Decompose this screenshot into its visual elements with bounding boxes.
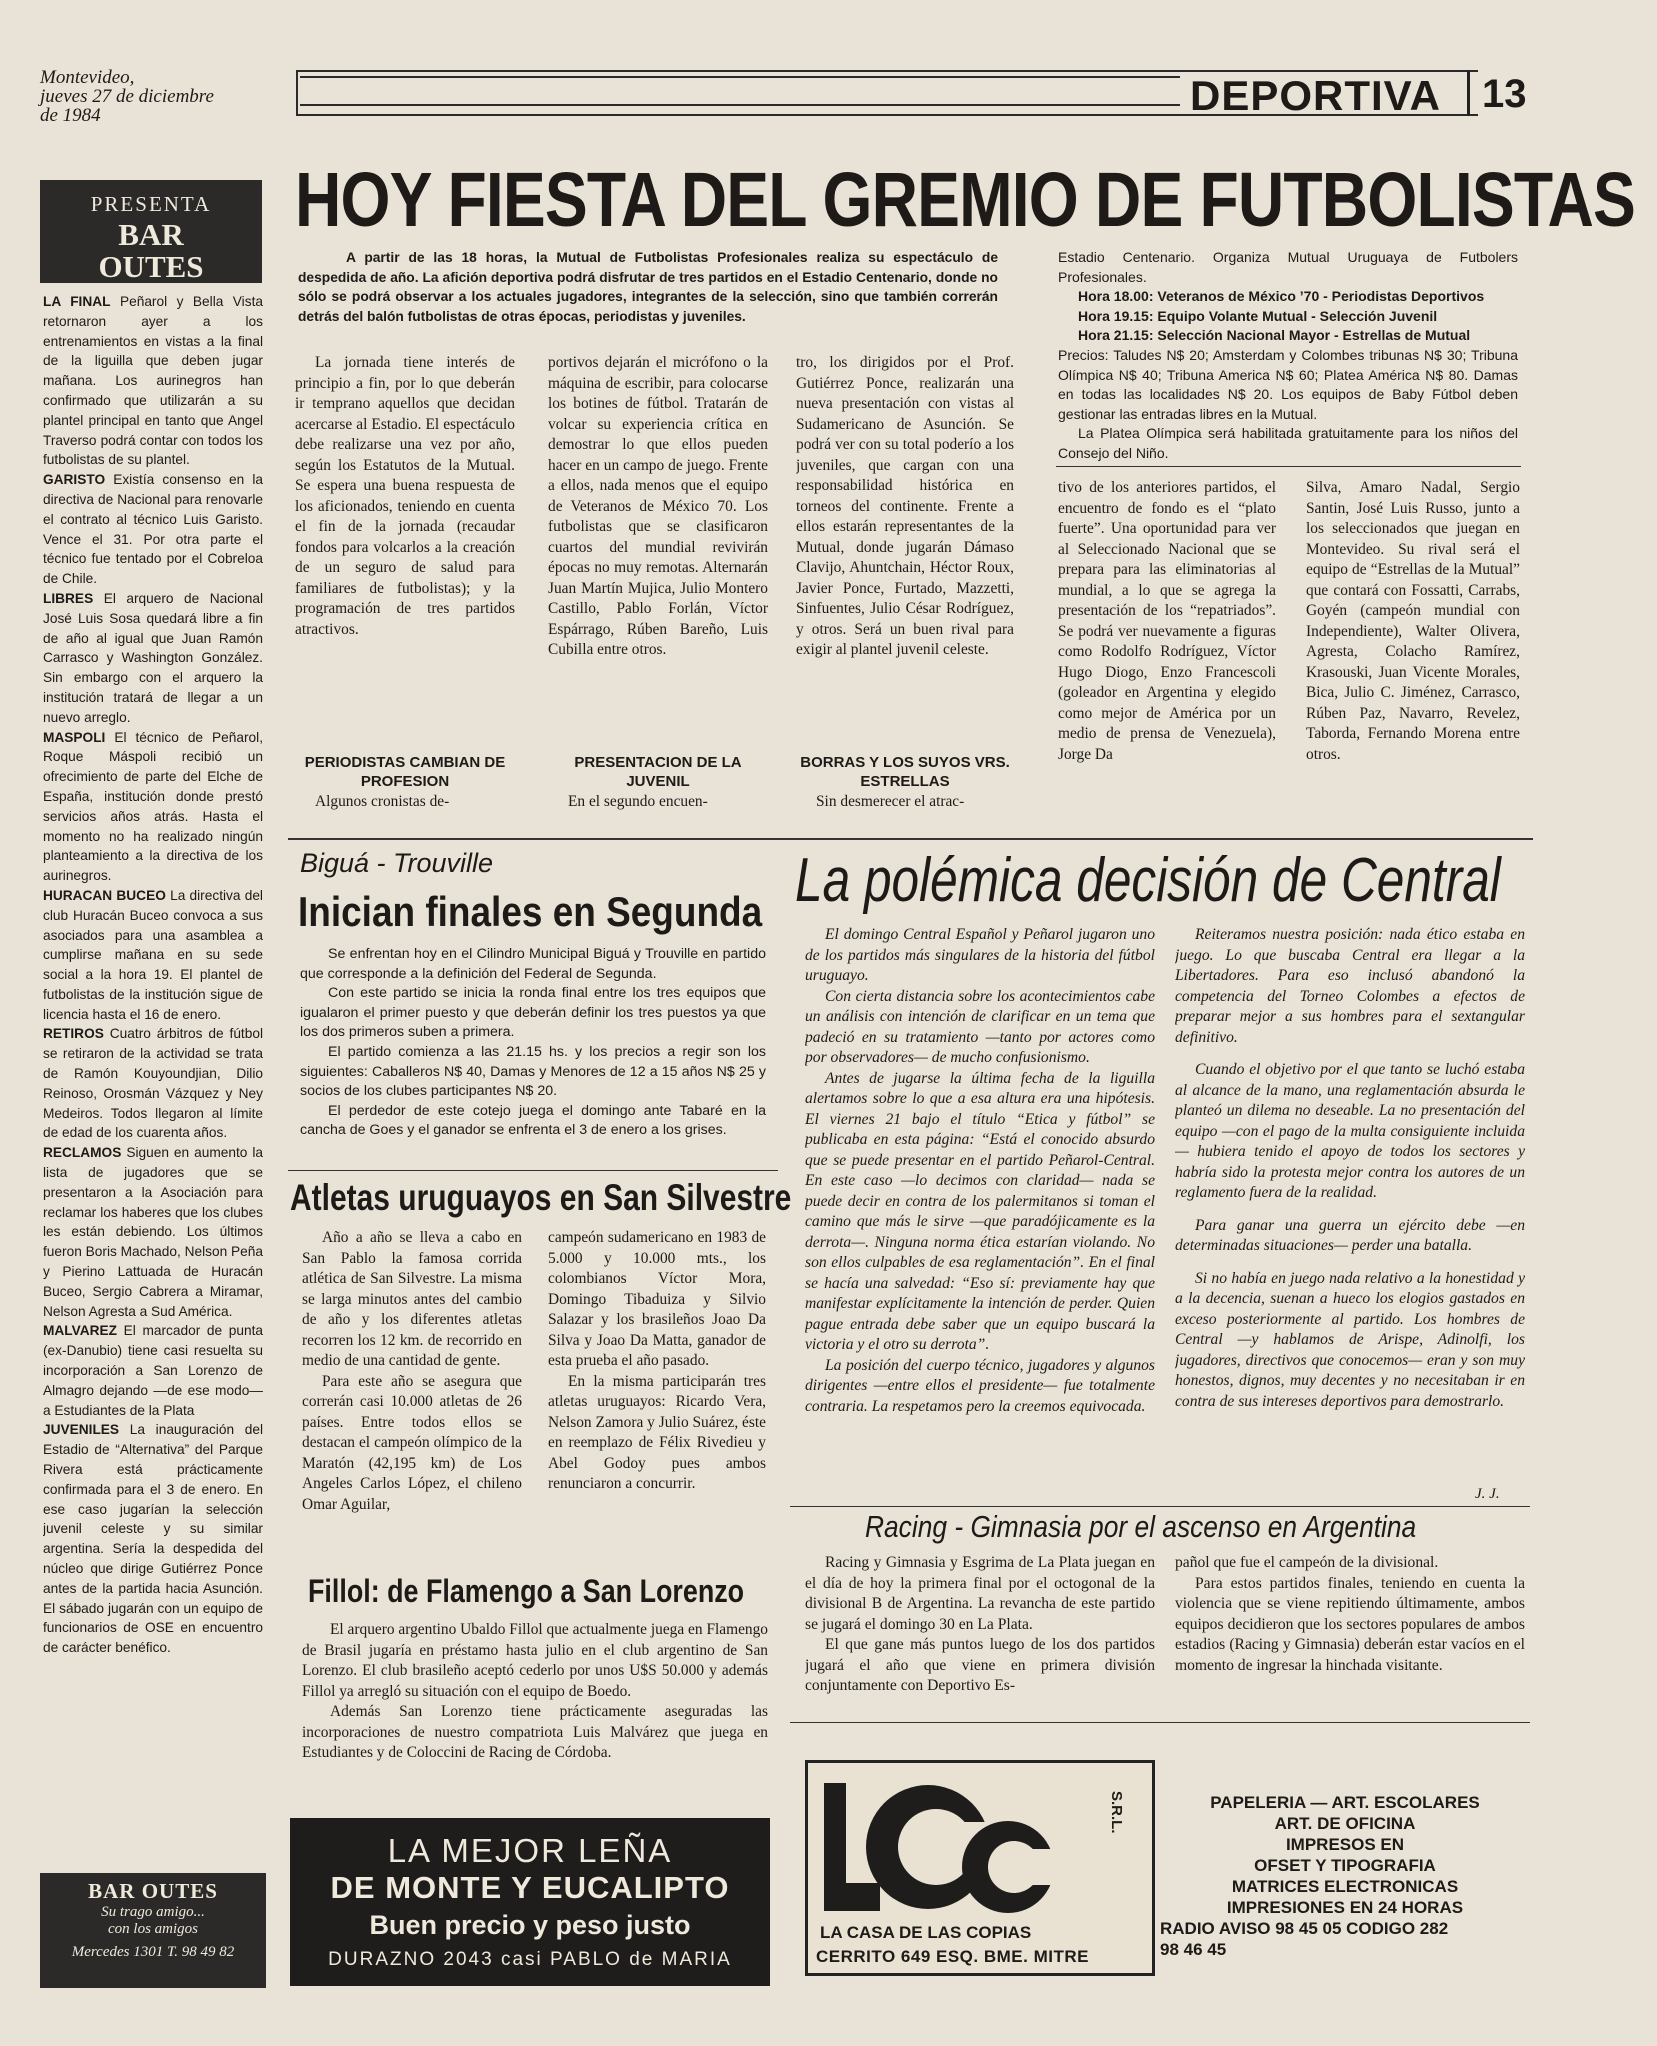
sidebar-brief-keyword: LIBRES (43, 590, 94, 606)
ad-lcc (805, 1760, 1155, 1976)
info-schedule-2: Hora 19.15: Equipo Volante Mutual - Selección Juvenil (1078, 307, 1438, 324)
papeleria-line: PAPELERIA — ART. ESCOLARES (1210, 1793, 1480, 1812)
footer-address: Mercedes 1301 T. 98 49 82 (71, 1944, 235, 1960)
sidebar-brief-keyword: GARISTO (43, 472, 106, 488)
fillol-headline: Fillol: de Flamengo a San Lorenzo (308, 1573, 745, 1609)
sidebar-brief-text: El marcador de punta (ex-Danubio) tiene casi resuelta su incorporación a San Lorenzo de Almagro dejando —de ese modo— a Estudiantes de la Plata (43, 1323, 263, 1418)
info-schedule-3: Hora 21.15: Selección Nacional Mayor - Estrellas de Mutual (1078, 327, 1471, 344)
main-col-5: Silva, Amaro Nadal, Sergio Santin, José Luis Russo, junto a los seleccionados que juegan en Montevideo. Su rival será el equipo de “Estrellas de la Mutual” que contará con Fossatti, Carrabs, Goyén (campeón mundial con Independiente), Walter Olivera, Agresta, Colacho Ramírez, Krasouski, Juan Vicente Morales, Bica, Julio C. Jiménez, Carrasco, Rúben Paz, Navarro, Revelez, Taborda, Fernando Morena entre otros. (1306, 479, 1520, 763)
sidebar-brief-keyword: RECLAMOS (43, 1145, 122, 1161)
main-sub-2: PRESENTACION DE LA JUVENIL (574, 754, 742, 790)
sidebar-briefs (43, 292, 263, 1867)
sidebar-brief (43, 1143, 263, 1321)
dateline: Montevideo, jueves 27 de diciembre de 1984 (40, 67, 214, 126)
atletas-col-1: Año a año se lleva a cabo en San Pablo la famosa corrida atlética de San Silvestre. La misma se larga minutos antes del cambio de año y los diferentes atletas recorren los 12 km. de recorrido en medio de una cantidad de gente. Para este año se asegura que correrán casi 10.000 atletas de 26 países. Entre todos ellos se destacan el campeón olímpico de la Maratón (42,195 km) de Los Angeles Carlos López, el chileno Omar Aguilar, (302, 1229, 522, 1513)
info-box (1058, 248, 1518, 464)
bigua-headline: Inician finales en Segunda (298, 888, 763, 935)
sidebar-brief-keyword: JUVENILES (43, 1422, 120, 1438)
footer-line2: con los amigos (108, 1921, 198, 1937)
sidebar-brief (43, 728, 263, 886)
sidebar-header (40, 180, 262, 283)
main-sub-3: BORRAS Y LOS SUYOS VRS. ESTRELLAS (800, 754, 1010, 790)
sidebar-brief-keyword: MALVAREZ (43, 1323, 118, 1339)
page-number: 13 (1482, 72, 1527, 116)
racing-col-2: pañol que fue el campeón de la divisional. Para estos partidos finales, teniendo en cuenta la violencia que se viene repitiendo últimamente, ambos equipos decidieron que los sectores populares de ambos estadios (Racing y Gimnasia) deberán estar vacíos en el momento de ingresar la hinchada visitante. (1175, 1554, 1525, 1674)
sidebar-brief-text: Siguen en aumento la lista de jugadores que se presentaron a la Asociación para reclamar los haberes que los clubes les están debiendo. Los últimos fueron Boris Machado, Nelson Peña y Pierino Lattuada de Huracán Buceo, Sergio Cabrera a Miramar, Nelson Agresta a Sud América. (43, 1145, 263, 1319)
atletas-headline: Atletas uruguayos en San Silvestre (290, 1177, 792, 1218)
racing-col-1: Racing y Gimnasia y Esgrima de La Plata juegan en el día de hoy la primera final por el octogonal de la divisional B de Argentina. La revancha de este partido se jugará el domingo 30 en La Plata. El que gane más puntos luego de los dos partidos jugará el año que viene en primera división conjuntamente con Deportivo Es- (805, 1554, 1155, 1694)
main-col-4: tivo de los anteriores partidos, el encuentro de fondo es el “plato fuerte”. Una oportunidad para ver al Seleccionado Nacional que se prepara para las eliminatorias al mundial, a lo que se agrega la presentación de los “repatriados”. Se podrá ver nuevamente a figuras como Rodolfo Rodríguez, Víctor Hugo Diogo, Enzo Francescoli (goleador en Argentina y elegido como mejor de América por un medio de prensa de Venezuela), Jorge Da (1058, 479, 1276, 763)
sidebar-brief-text: Cuatro árbitros de fútbol se retiraron de la actividad se trata de Ramón Kouyoundjian, Dilio Reinoso, Orosmán Vázquez y Ney Medeiros. Todos llegaron al límite de edad de los cuarenta años. (43, 1026, 263, 1141)
atletas-col-2: campeón sudamericano en 1983 de 5.000 y 10.000 mts., los colombianos Víctor Mora, Domingo Tibaduiza y Silvio Salazar y los brasileños Joao Da Silva y Joao Da Matta, ganador de esta prueba el año pasado. En la misma participarán tres atletas uruguayos: Ricardo Vera, Nelson Zamora y Julio Suárez, éste en reemplazo de Félix Rivedieu y Abel Godoy pues ambos renunciaron a concurrir. (548, 1229, 766, 1492)
main-lead: A partir de las 18 horas, la Mutual de Futbolistas Profesionales realiza su espectáculo de despedida de año. La afición deportiva podrá disfrutar de tres partidos en el Estadio Centenario, donde no sólo se podrá observar a los actuales jugadores, integrantes de la selección, sino que también correrán detrás del balón futbolistas de otras épocas, periodistas y juveniles. (298, 250, 998, 324)
bigua-bottom-rule (288, 1170, 778, 1171)
main-col-2: portivos dejarán el micrófono o la máquina de escribir, para colocarse los botines de fútbol. Tratarán de volcar su experiencia crítica en demostrar lo que ellos pueden hacer en un campo de juego. Frente a ellos, nada menos que el equipo de Veteranos de México 70. Los futbolistas que se clasificaron cuartos del mundial revivirán épocas no muy remotas. Alternarán Juan Martín Mujica, Julio Montero Castillo, Pablo Forlán, Víctor Espárrago, Rúben Bareño, Luis Cubilla entre otros. (548, 354, 768, 658)
central-col-1: El domingo Central Español y Peñarol jugaron uno de los partidos más singulares de la historia del fútbol uruguayo. Con cierta distancia sobre los acontecimientos cabe un análisis con intención de clarificar en un tema que padeció en su tratamiento —tanto por actores como por observadores— de mucho confusionismo. Antes de jugarse la última fecha de la liguilla alertamos sobre lo que a esa altura era una hipótesis. El viernes 21 bajo el título “Etica y fútbol” se publicaba en esta página: “Está el conocido absurdo que se puede presentar en el partido Peñarol-Central. En este caso —lo decimos con claridad— nada se puede decir en contra de los palermitanos si toman el camino que más le sirve —que paradójicamente es la derrota—. Ninguna norma ética estarían violando. No son ellos culpables de esa reglamentación”. En el final se hacía una salvedad: “Eso sí: previamente hay que manifestar explícitamente la intención de perder. Quien pague entrada debe saber que un equipo buscará la victoria y el otro su derrota”. La posición del cuerpo técnico, jugadores y algunos dirigentes —entre ellos el presidente— fue totalmente contraria. La respetamos pero la creemos equivocada. (805, 926, 1155, 1415)
lcc-logo-graphic (818, 1777, 1068, 1917)
info-schedule-1: Hora 18.00: Veteranos de México ’70 - Periodistas Deportivos (1078, 288, 1485, 305)
central-col-2: Reiteramos nuestra posición: nada ético estaba en juego. Lo que buscaba Central era llegar a la Libertadores. Para eso inclusó abandonó la competencia del Torneo Colombes a efectos de preparar mejor a sus hombres para el sextangular definitivo. Cuando el objetivo por el que tanto se luchó estaba al alcance de la mano, una reglamentación absurda le planteó un dilema no deseable. La no presentación del equipo —con el pago de la multa consiguiente incluida— hubiera tenido el apoyo de todos los sectores y habría sido la protesta mejor contra los autores de un reglamento fuera de la realidad. Para ganar una guerra un ejército debe —en determinadas situaciones— perder una batalla. Si no había en juego nada relativo a la honestidad y a la decencia, suenan a hueco los elogios gastados en exceso posteriormente al partido. Los hombres de Central —y hablamos de Arispe, Adinolfi, los jugadores, directivos que conocemos— eran y son muy honestos, dignos, muy decentes y no necesitaban ir en contra de sus intereses deportivos para demostrarlo. (1175, 926, 1525, 1410)
central-headline: La polémica decisión de Central (795, 846, 1501, 915)
main-col-1: La jornada tiene interés de principio a fin, por lo que deberán ir temprano aquellos que decidan acercarse al Estadio. El espectáculo debe realizarse una vez por año, según los Estatutos de la Mutual. Se espera una buena respuesta de los aficionados, teniendo en cuenta el fin de la jornada (recaudar fondos para volcarlos a la creación de un seguro de salud para familiares de futbolistas); y la programación de tres partidos atractivos. (295, 354, 515, 638)
info-intro: Estadio Centenario. Organiza Mutual Uruguaya de Futbolers Profesionales. (1058, 249, 1518, 285)
main-story-bottom-rule (288, 838, 1533, 840)
papeleria-line: RADIO AVISO 98 45 05 CODIGO 282 (1160, 1919, 1449, 1938)
papeleria-line: IMPRESOS EN (1285, 1835, 1405, 1854)
main-col-3: tro, los dirigidos por el Prof. Gutiérrez Ponce, realizarán una nueva presentación con vistas al Sudamericano de Asunción. Se podrá ver con su total poderío a los juveniles, que cargan con una responsabilidad histórica en torneos del continente. Frente a ellos estarán representantes de la Mutual, donde jugarán Dámaso Clavijo, Ahuntchain, Héctor Roux, Javier Ponce, Furtado, Mazzetti, Sinfuentes, Julio César Rodríguez, y otros. Será un buen rival para exigir al plantel juvenil celeste. (796, 354, 1014, 658)
papeleria-line: 98 46 45 (1160, 1940, 1227, 1959)
sidebar-brief-text: La inauguración del Estadio de “Alternativa” del Parque Rivera está prácticamente confirmada para el 3 de enero. En ese caso jugarían la selección juvenil celeste y su similar argentina. Sería la despedida del núcleo que dirige Gutiérrez Ponce antes de la partida hacia Asunción. El sábado jugarán con un equipo de funcionarios de OSE en encuentro de carácter benéfico. (43, 1422, 263, 1656)
footer-brand: BAR OUTES (88, 1879, 218, 1903)
fillol-body: El arquero argentino Ubaldo Fillol que actualmente juega en Flamengo de Brasil jugaría en préstamo hasta julio en el club argentino de San Lorenzo. El club brasileño aceptó cederlo por unos U$S 50.000 y además Fillol ya arregló su situación con el equipo de Boedo. Además San Lorenzo tiene prácticamente aseguradas las incorporaciones de nuestro compatriota Luis Malvárez que juega en Estudiantes y de Coloccini de Racing de Córdoba. (302, 1621, 768, 1761)
lcc-srl: S.R.L. (1108, 1791, 1125, 1834)
central-signature: J. J. (1475, 1486, 1500, 1502)
sidebar-footer-ad (40, 1873, 266, 1988)
sidebar-header-presenta: PRESENTA (90, 192, 212, 216)
masthead-divider (1467, 70, 1470, 116)
sidebar-brief-text: El arquero de Nacional José Luis Sosa quedará libre a fin de año al igual que Juan Ramón Carrasco y Washington González. Sin embargo con el arquero la institución tratará de llegar a un nuevo arreglo. (43, 590, 263, 725)
sidebar-brief-keyword: LA FINAL (43, 294, 111, 309)
sidebar-brief-text: La directiva del club Huracán Buceo convoca a sus asociados para una asamblea a cumplirse mañana en su sede social a la hora 19. El plantel de futbolistas de la institución sigue de licencia hasta el 16 de enero. (43, 887, 263, 1022)
sidebar-header-brand: BAR OUTES (98, 217, 204, 284)
racing-headline: Racing - Gimnasia por el ascenso en Argentina (865, 1509, 1417, 1544)
main-col-2-tail: En el segundo encuen- (568, 793, 708, 810)
lcc-tagline: LA CASA DE LAS COPIAS (820, 1923, 1032, 1942)
main-col-3-tail: Sin desmerecer el atrac- (816, 793, 965, 810)
section-name: DEPORTIVA (1190, 72, 1441, 119)
main-col-1-tail: Algunos cronistas de- (315, 793, 450, 810)
main-headline: HOY FIESTA DEL GREMIO DE FUTBOLISTAS (295, 157, 1636, 243)
bigua-body: Se enfrentan hoy en el Cilindro Municipal Biguá y Trouville en partido que corresponde a la definición del Federal de Segunda. Con este partido se inicia la ronda final entre los tres equipos que igualaron el primer puesto y que deberán definir los tres puestos ya que los dos primeros suben a primera. El partido comienza a las 21.15 hs. y los precios a regir son los siguientes: Caballeros N$ 40, Damas y Menores de 12 a 15 años N$ 25 y socios de los clubes participantes N$ 20. El perdedor de este cotejo juega el domingo ante Tabaré en la cancha de Goes y el ganador se enfrenta el 3 de enero a los grises. (300, 946, 766, 1139)
info-prices: Precios: Taludes N$ 20; Amsterdam y Colombes tribunas N$ 30; Tribuna Olímpica N$ 40; Tribuna America N$ 60; Platea América N$ 80. Damas en todas las localidades N$ 20. Los equipos de Baby Fútbol deben gestionar las entradas libres en la Mutual. (1058, 346, 1518, 422)
info-note: La Platea Olímpica será habilitada gratuitamente para los niños del Consejo del Niño. (1058, 425, 1518, 461)
bigua-kicker: Biguá - Trouville (300, 848, 494, 878)
ad-lena-line1: LA MEJOR LEÑA (387, 1832, 673, 1869)
racing-bottom-rule (790, 1722, 1530, 1723)
lcc-address: CERRITO 649 ESQ. BME. MITRE (816, 1947, 1089, 1966)
main-sub-1: PERIODISTAS CAMBIAN DE PROFESION (304, 754, 506, 790)
papeleria-line: ART. DE OFICINA (1274, 1814, 1416, 1833)
sidebar-brief-text: El técnico de Peñarol, Roque Máspoli recibió un ofrecimiento de parte del Elche de España, institución donde prestó servicios años atrás. Hasta el momento no ha realizado ningún planteamiento a la directiva de los aurinegros. (43, 729, 263, 884)
papeleria-line: MATRICES ELECTRONICAS (1231, 1877, 1459, 1896)
sidebar-brief (43, 470, 263, 589)
sidebar-brief-text: Peñarol y Bella Vista retornaron ayer a los entrenamientos en vistas a la final de la liguilla que deben jugar mañana. Los aurinegros han confirmado que utilizarán a su plantel principal en tanto que Angel Traverso podrá contar con todos los futbolistas de su plantel. (43, 294, 263, 468)
sidebar-brief (43, 589, 263, 728)
sidebar-brief (43, 1024, 263, 1143)
sidebar-brief-keyword: RETIROS (43, 1026, 104, 1042)
sidebar-brief-keyword: MASPOLI (43, 729, 106, 745)
sidebar-brief-text: Existía consenso en la directiva de Nacional para renovarle el contrato al técnico Luis Garisto. Vence el 31. Por otra parte el técnico fue tentado por el Cobreloa de Chile. (43, 472, 263, 587)
ad-lena-line2: DE MONTE Y EUCALIPTO (330, 1870, 730, 1905)
sidebar-brief (43, 886, 263, 1025)
footer-line1: Su trago amigo... (101, 1904, 205, 1920)
sidebar-brief (43, 292, 263, 470)
ad-lena-line4: DURAZNO 2043 casi PABLO de MARIA (328, 1949, 732, 1970)
ad-lena (290, 1818, 770, 1986)
lcc-logo (818, 1777, 1068, 1917)
sidebar-brief (43, 1420, 263, 1658)
sidebar-brief-keyword: HURACAN BUCEO (43, 887, 166, 903)
info-box-rule (1056, 466, 1521, 467)
ad-lena-line3: Buen precio y peso justo (369, 1910, 691, 1940)
papeleria-line: OFSET Y TIPOGRAFIA (1254, 1856, 1436, 1875)
ad-papeleria (1160, 1792, 1530, 1960)
central-bottom-rule (790, 1506, 1530, 1507)
masthead-double-rule (300, 76, 1180, 106)
papeleria-line: IMPRESIONES EN 24 HORAS (1226, 1898, 1464, 1917)
sidebar-brief (43, 1321, 263, 1420)
